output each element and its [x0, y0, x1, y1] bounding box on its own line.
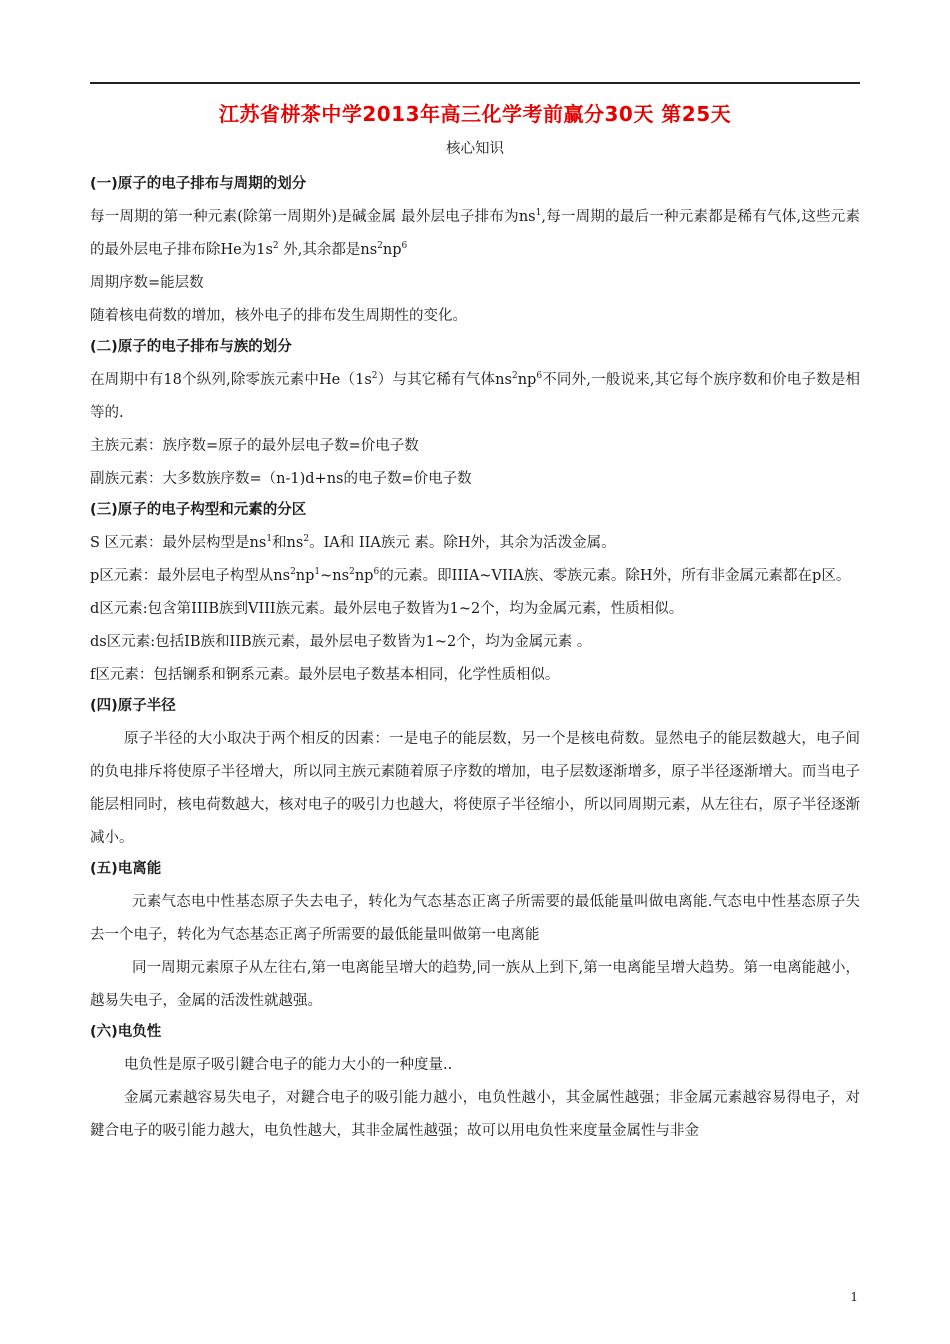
paragraph: 周期序数=能层数 — [90, 275, 204, 291]
paragraph: d区元素:包含第IIIB族到VIII族元素。最外层电子数皆为1~2个，均为金属元素，性质相似。 — [90, 601, 684, 617]
paragraph: 同一周期元素原子从左往右,第一电离能呈增大的趋势,同一族从上到下,第一电离能呈增大趋势。第一电离能越小，越易失电子，金属的活泼性就越强。 — [90, 960, 860, 1009]
document-title: 江苏省栟茶中学2013年高三化学考前赢分30天 第25天 — [218, 102, 732, 126]
section-heading-1: (一)原子的电子排布与周期的划分 — [90, 176, 307, 192]
section-heading-4: (四)原子半径 — [90, 698, 176, 714]
paragraph: f区元素：包括镧系和锕系元素。最外层电子数基本相同，化学性质相似。 — [90, 667, 560, 683]
paragraph: ds区元素:包括IB族和IIB族元素，最外层电子数皆为1~2个，均为金属元素 。 — [90, 634, 592, 650]
section-heading-5: (五)电离能 — [90, 861, 162, 877]
section-heading-6: (六)电负性 — [90, 1024, 162, 1040]
section-heading-3: (三)原子的电子构型和元素的分区 — [90, 502, 307, 518]
paragraph: S 区元素：最外层构型是$ns^1$和$ns^2$。IA和 IIA族元 素。除H外，其余为活泼金属。 — [90, 534, 616, 551]
paragraph: 每一周期的第一种元素(除第一周期外)是碱金属 最外层电子排布为$ns^1$,每一周期的最后一种元素都是稀有气体,这些元素的最外层电子排布除He为$1s^2$ 外,其余都是$ns^2np^6$ — [90, 208, 861, 258]
section-heading-2: (二)原子的电子排布与族的划分 — [90, 339, 292, 355]
paragraph: 在周期中有18个纵列,除零族元素中$He(1s^2)$与其它稀有气体$ns^2np^6$不同外,一般说来,其它每个族序数和价电子数是相等的. — [90, 371, 861, 421]
paragraph: 原子半径的大小取决于两个相反的因素：一是电子的能层数，另一个是核电荷数。显然电子的能层数越大，电子间的负电排斥将使原子半径增大，所以同主族元素随着原子序数的增加，电子层数逐渐增多，原子半径逐渐增大。而当电子能层相同时，核电荷数越大，核对电子的吸引力也越大，将使原子半径缩小，所以同周期元素，从左往右，原子半径逐渐减小。 — [90, 731, 860, 846]
paragraph: p区元素：最外层电子构型从$ns^2np^1\sim ns^2np^6$的元素。即IIIA~VIIA族、零族元素。除H外，所有非金属元素都在p区。 — [90, 567, 851, 584]
paragraph: 电负性是原子吸引鍵合电子的能力大小的一种度量.. — [124, 1057, 453, 1073]
page-number: 1 — [850, 1290, 858, 1304]
paragraph: 元素气态电中性基态原子失去电子，转化为气态基态正离子所需要的最低能量叫做电离能.气态电中性基态原子失去一个电子，转化为气态基态正离子所需要的最低能量叫做第一电离能 — [90, 894, 860, 943]
paragraph: 副族元素：大多数族序数=（n-1)d+ns的电子数=价电子数 — [90, 471, 472, 487]
paragraph: 金属元素越容易失电子，对鍵合电子的吸引能力越小，电负性越小，其金属性越强；非金属元素越容易得电子，对鍵合电子的吸引能力越大，电负性越大，其非金属性越强；故可以用电负性来度量金属性与非金 — [90, 1090, 860, 1139]
paragraph: 随着核电荷数的增加，核外电子的排布发生周期性的变化。 — [90, 308, 467, 324]
document-body — [90, 170, 860, 1148]
top-rule — [90, 82, 860, 84]
paragraph: 主族元素：族序数=原子的最外层电子数=价电子数 — [90, 438, 419, 454]
document-subtitle: 核心知识 — [446, 141, 504, 157]
